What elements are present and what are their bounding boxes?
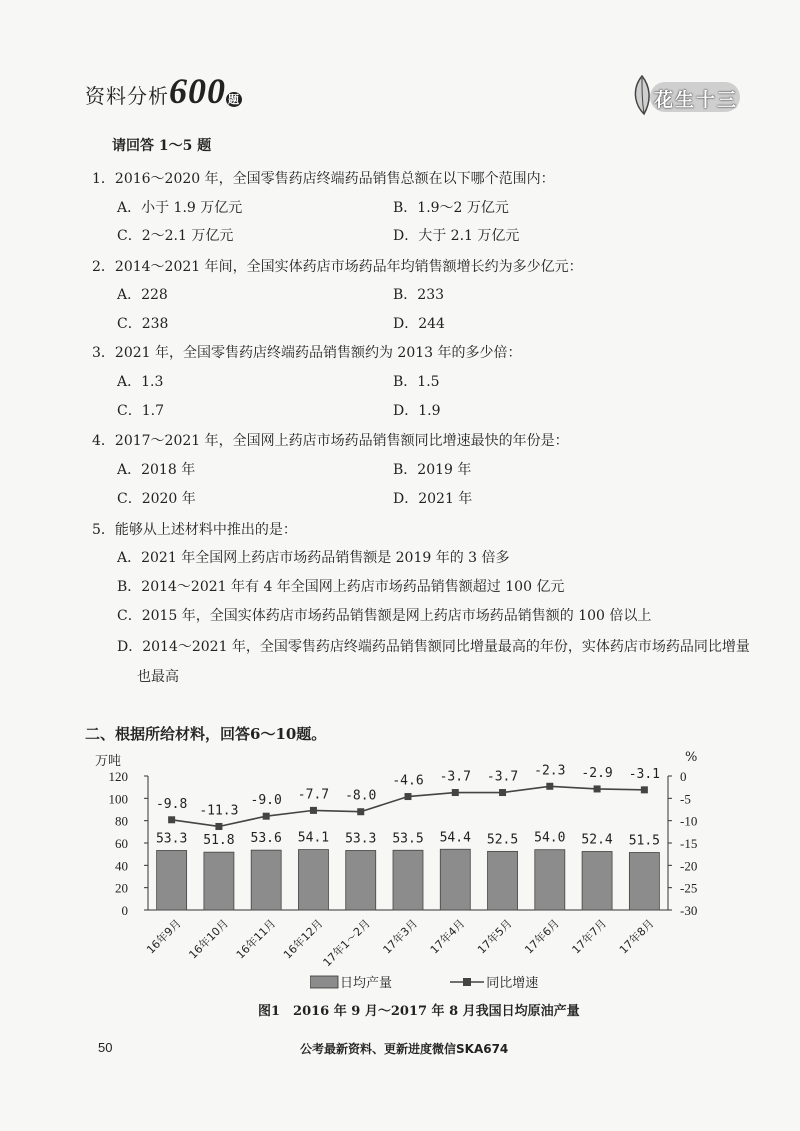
growth-value-label: -3.7 bbox=[439, 769, 471, 785]
question-2: 2．2014～2021 年间，全国实体药店市场药品年均销售额增长约为多少亿元： bbox=[92, 259, 583, 275]
bar bbox=[535, 850, 565, 910]
growth-value-label: -9.8 bbox=[155, 796, 188, 812]
growth-point bbox=[546, 783, 553, 790]
growth-point bbox=[215, 823, 222, 830]
category-label: 16年10月 bbox=[186, 916, 232, 962]
left-tick-label: 20 bbox=[115, 880, 128, 896]
bar-value-label: 51.8 bbox=[203, 833, 235, 849]
category-label: 17年6月 bbox=[522, 916, 562, 957]
q2-option-c: C．238 bbox=[117, 316, 169, 332]
q3-option-a: A．1.3 bbox=[117, 374, 164, 390]
right-tick-label: -25 bbox=[680, 880, 698, 896]
title-number: 600 bbox=[169, 71, 226, 111]
q5-option-a: A．2021 年全国网上药店市场药品销售额是 2019 年的 3 倍多 bbox=[117, 550, 510, 566]
title-suffix: 题 bbox=[228, 93, 240, 106]
growth-value-label: -9.0 bbox=[250, 793, 282, 809]
question-3: 3．2021 年，全国零售药店终端药品销售额约为 2013 年的多少倍： bbox=[92, 345, 522, 361]
category-label: 16年11月 bbox=[233, 916, 279, 962]
bar-value-label: 53.3 bbox=[155, 831, 188, 847]
legend-line-label: 同比增速 bbox=[486, 976, 539, 991]
q1-option-d: D．大于 2.1 万亿元 bbox=[393, 228, 520, 244]
section2-title: 二、根据所给材料，回答6～10题。 bbox=[85, 725, 327, 743]
growth-point bbox=[263, 813, 270, 820]
growth-value-label: -2.3 bbox=[534, 763, 566, 779]
brand-name: 花生十三 bbox=[654, 89, 739, 111]
q4-option-d: D．2021 年 bbox=[393, 491, 473, 507]
q4-option-b: B．2019 年 bbox=[393, 462, 472, 478]
bar bbox=[251, 850, 281, 910]
bar-value-label: 54.4 bbox=[439, 830, 471, 846]
bar bbox=[298, 850, 328, 910]
category-label: 17年1～2月 bbox=[320, 916, 373, 970]
growth-value-label: -4.6 bbox=[392, 773, 424, 789]
left-tick-label: 60 bbox=[115, 836, 128, 851]
growth-point bbox=[452, 789, 459, 796]
q5-option-d: D．2014～2021 年，全国零售药店终端药品销售额同比增量最高的年份，实体药店市场药品同比增量 bbox=[117, 639, 750, 655]
bar bbox=[488, 851, 518, 910]
q2-option-b: B．233 bbox=[393, 287, 445, 303]
page-number: 50 bbox=[98, 1040, 113, 1055]
bar-value-label: 52.4 bbox=[581, 832, 613, 848]
question-4: 4．2017～2021 年，全国网上药店市场药品销售额同比增速最快的年份是： bbox=[92, 433, 569, 449]
category-label: 17年3月 bbox=[380, 916, 421, 957]
q5-option-c: C．2015 年，全国实体药店市场药品销售额是网上药店市场药品销售额的 100 倍以上 bbox=[117, 608, 652, 624]
bar-value-label: 53.6 bbox=[250, 831, 282, 847]
growth-value-label: -7.7 bbox=[297, 787, 330, 803]
left-tick-label: 100 bbox=[108, 791, 128, 807]
category-label: 16年9月 bbox=[144, 916, 184, 957]
q4-option-a: A．2018 年 bbox=[117, 462, 196, 478]
left-tick-label: 80 bbox=[115, 813, 128, 829]
right-tick-label: -15 bbox=[680, 836, 698, 851]
q1-option-a: A．小于 1.9 万亿元 bbox=[117, 200, 243, 216]
right-tick-label: -20 bbox=[680, 858, 698, 874]
growth-point bbox=[405, 793, 412, 800]
category-label: 17年4月 bbox=[427, 916, 468, 957]
left-tick-label: 40 bbox=[115, 858, 128, 874]
bar-value-label: 54.0 bbox=[534, 830, 566, 846]
growth-value-label: -8.0 bbox=[345, 788, 377, 804]
bar-value-label: 52.5 bbox=[486, 832, 519, 848]
q3-option-b: B．1.5 bbox=[393, 374, 440, 390]
bar bbox=[393, 850, 423, 910]
bar bbox=[204, 852, 234, 910]
question-5: 5．能够从上述材料中推出的是： bbox=[92, 522, 297, 538]
q1-option-c: C．2～2.1 万亿元 bbox=[117, 228, 234, 244]
growth-value-label: -11.3 bbox=[199, 803, 239, 819]
growth-point bbox=[641, 786, 648, 793]
growth-point bbox=[168, 816, 175, 823]
q1-option-b: B．1.9～2 万亿元 bbox=[393, 200, 509, 216]
growth-line bbox=[172, 786, 645, 826]
q2-option-a: A．228 bbox=[117, 287, 168, 303]
bar bbox=[582, 851, 612, 910]
q5-option-d-cont: 也最高 bbox=[137, 669, 179, 685]
category-label: 16年12月 bbox=[281, 916, 326, 962]
right-tick-label: -10 bbox=[680, 813, 698, 829]
left-tick-label: 120 bbox=[108, 769, 128, 784]
bar-value-label: 53.5 bbox=[392, 831, 424, 847]
q2-option-d: D．244 bbox=[393, 316, 445, 332]
growth-point bbox=[594, 785, 601, 792]
legend-bar-label: 日均产量 bbox=[340, 976, 393, 991]
growth-value-label: -3.7 bbox=[486, 769, 519, 785]
bar-value-label: 51.5 bbox=[628, 833, 661, 849]
left-tick-label: 0 bbox=[121, 903, 128, 918]
growth-value-label: -2.9 bbox=[581, 765, 613, 781]
section1-title: 请回答 1～5 题 bbox=[112, 138, 212, 154]
bar bbox=[157, 850, 187, 910]
legend-line-swatch bbox=[450, 975, 486, 989]
bar bbox=[346, 850, 376, 910]
growth-point bbox=[357, 808, 364, 815]
growth-point bbox=[310, 807, 317, 814]
bar bbox=[440, 849, 470, 910]
figure-caption: 图1 2016 年 9 月～2017 年 8 月我国日均原油产量 bbox=[258, 1004, 580, 1019]
q3-option-d: D．1.9 bbox=[393, 403, 441, 419]
category-label: 17年8月 bbox=[616, 916, 657, 957]
bar-value-label: 54.1 bbox=[297, 830, 330, 846]
growth-point bbox=[499, 789, 506, 796]
q3-option-c: C．1.7 bbox=[117, 403, 164, 419]
bar-value-label: 53.3 bbox=[345, 831, 377, 847]
right-tick-label: 0 bbox=[680, 769, 687, 784]
category-label: 17年5月 bbox=[475, 916, 515, 957]
category-label: 17年7月 bbox=[569, 916, 610, 957]
left-axis-unit: 万吨 bbox=[95, 754, 122, 769]
right-tick-label: -5 bbox=[680, 791, 691, 807]
footer-note: 公考最新资料、更新进度微信SKA674 bbox=[300, 1042, 509, 1056]
right-axis-unit: % bbox=[685, 750, 698, 765]
growth-value-label: -3.1 bbox=[628, 766, 661, 782]
q4-option-c: C．2020 年 bbox=[117, 491, 196, 507]
title-prefix: 资料分析 bbox=[85, 84, 169, 108]
right-tick-label: -30 bbox=[680, 903, 698, 918]
question-1: 1．2016～2020 年，全国零售药店终端药品销售总额在以下哪个范围内： bbox=[92, 171, 555, 187]
bar bbox=[629, 852, 659, 910]
q5-option-b: B．2014～2021 年有 4 年全国网上药店市场药品销售额超过 100 亿元 bbox=[117, 579, 565, 595]
chart-legend bbox=[310, 972, 538, 991]
